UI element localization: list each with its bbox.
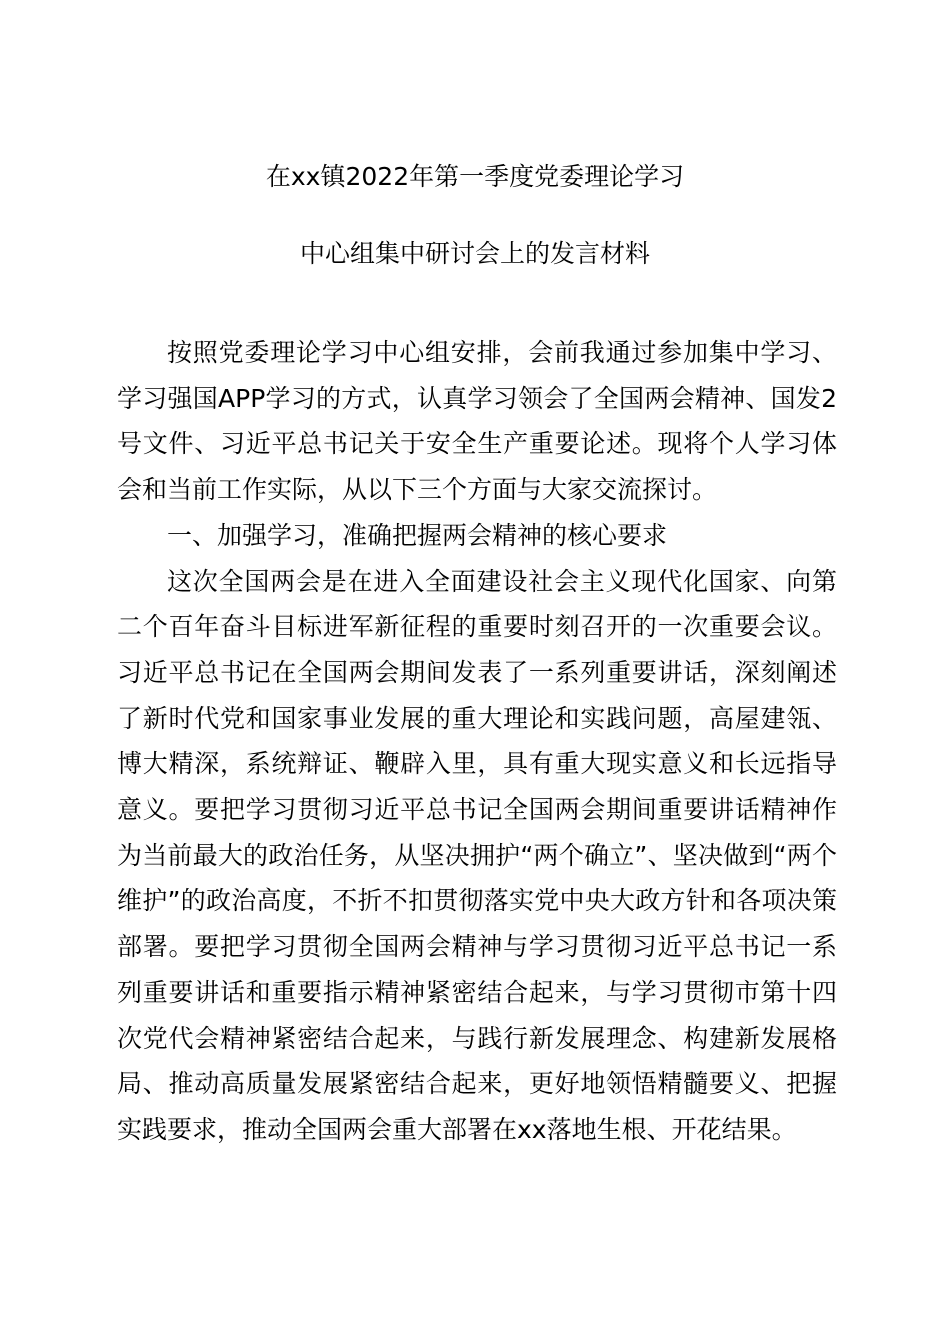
document-title-line-1: 在xx镇2022年第一季度党委理论学习 [265, 162, 685, 191]
section-1-paragraph: 这次全国两会是在进入全面建设社会主义现代化国家、向第二个百年奋斗目标进军新征程的重要时刻召开的一次重要会议。习近平总书记在全国两会期间发表了一系列重要讲话，深刻阐述了新时代党和国家事业发展的重大理论和实践问题，高屋建瓴、博大精深，系统辩证、鞭辟入里，具有重大现实意义和长远指导意义。要把学习贯彻习近平总书记全国两会期间重要讲话精神作为当前最大的政治任务，从坚决拥护“两个确立”、坚决做到“两个维护”的政治高度，不折不扣贯彻落实党中央大政方针和各项决策部署。要把学习贯彻全国两会精神与学习贯彻习近平总书记一系列重要讲话和重要指示精神紧密结合起来，与学习贯彻市第十四次党代会精神紧密结合起来，与践行新发展理念、构建新发展格局、推动高质量发展紧密结合起来，更好地领悟精髓要义、把握实践要求，推动全国两会重大部署在xx落地生根、开花结果。 [117, 566, 837, 1144]
document-body [117, 330, 837, 1153]
section-heading-1: 一、加强学习，准确把握两会精神的核心要求 [167, 520, 668, 550]
document-title-line-2: 中心组集中研讨会上的发言材料 [299, 239, 650, 268]
intro-paragraph: 按照党委理论学习中心组安排，会前我通过参加集中学习、学习强国APP学习的方式，认真学习领会了全国两会精神、国发2号文件、习近平总书记关于安全生产重要论述。现将个人学习体会和当前工作实际，从以下三个方面与大家交流探讨。 [117, 338, 837, 505]
